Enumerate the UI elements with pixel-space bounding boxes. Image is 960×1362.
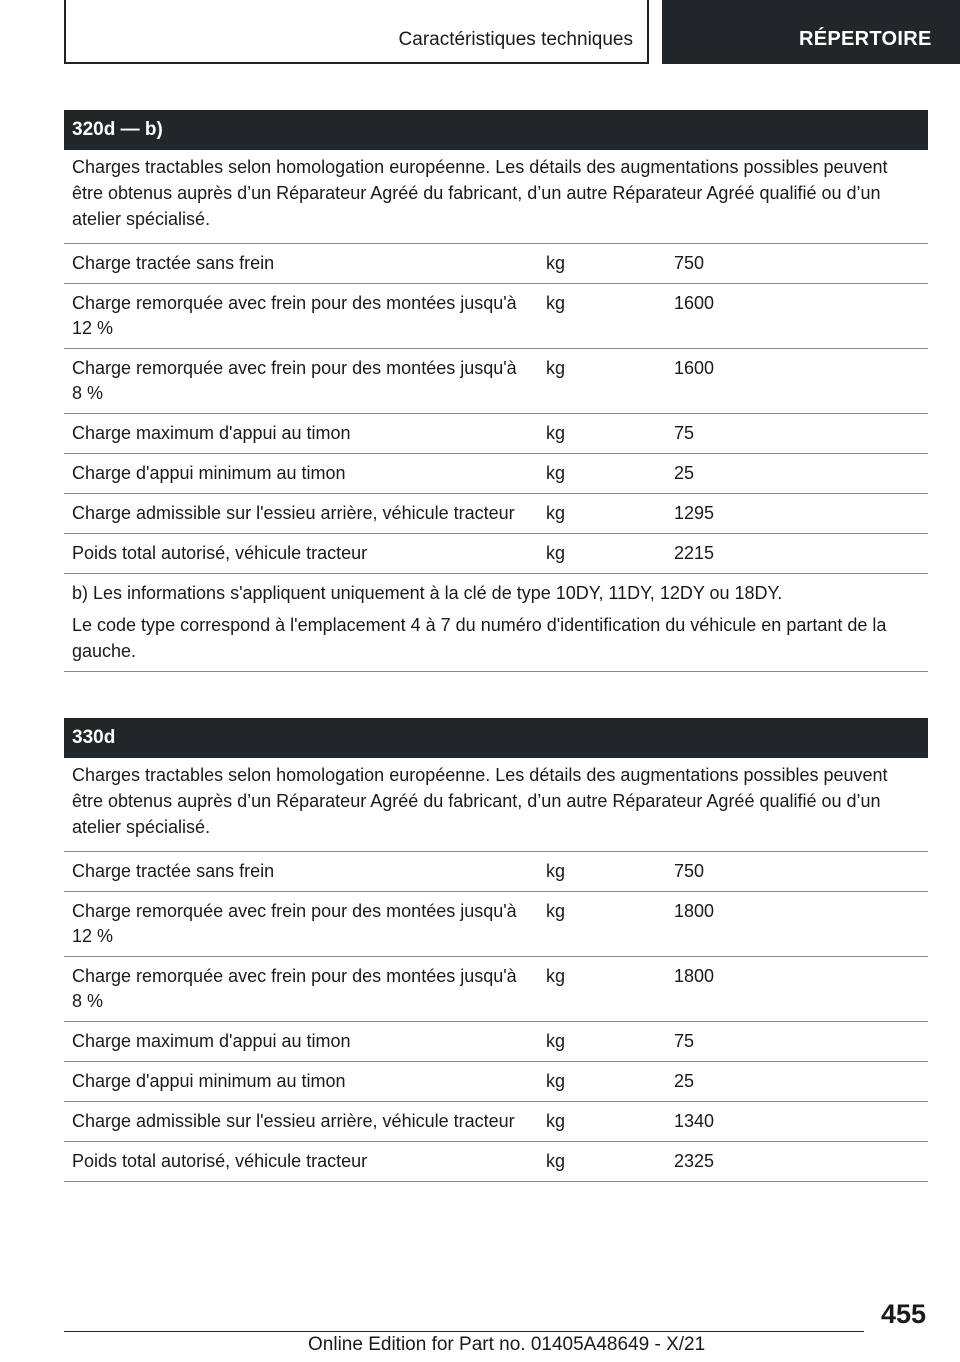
row-unit: kg xyxy=(546,901,566,921)
type-code-note: Le code type correspond à l'emplacement 4 à 7 du numéro d'identification du véhicule en partant de la gauche. xyxy=(72,615,887,661)
row-unit: kg xyxy=(546,861,566,881)
table-row xyxy=(64,1062,928,1102)
row-label: Charge maximum d'appui au timon xyxy=(72,1031,351,1051)
row-label: Charge d'appui minimum au timon xyxy=(72,1071,346,1091)
row-unit: kg xyxy=(546,293,566,313)
repertoire-tab-label: RÉPERTOIRE xyxy=(799,28,932,50)
chapter-header xyxy=(64,0,649,64)
table-row xyxy=(64,534,928,574)
row-label: Charge d'appui minimum au timon xyxy=(72,463,346,483)
page-number: 455 xyxy=(880,1299,926,1329)
table-row xyxy=(64,414,928,454)
row-value: 1340 xyxy=(674,1111,715,1131)
footnote-b: b) Les informations s'appliquent uniquement à la clé de type 10DY, 11DY, 12DY ou 18DY. xyxy=(72,583,783,603)
table-row xyxy=(64,1142,928,1182)
row-value: 750 xyxy=(674,861,705,881)
table-row xyxy=(64,244,928,284)
chapter-title: Caractéristiques techniques xyxy=(398,29,633,50)
row-unit: kg xyxy=(546,358,566,378)
section-title: 320d — b) xyxy=(64,110,928,150)
row-value: 2215 xyxy=(674,543,715,563)
row-value: 1295 xyxy=(674,503,715,523)
section-330d xyxy=(64,718,928,1182)
row-label: Charge remorquée avec frein pour des montées jusqu'à 12 % xyxy=(72,901,517,946)
row-label: Charge admissible sur l'essieu arrière, véhicule tracteur xyxy=(72,1111,515,1131)
row-value: 1600 xyxy=(674,293,715,313)
row-value: 2325 xyxy=(674,1151,715,1171)
row-label: Charge remorquée avec frein pour des montées jusqu'à 8 % xyxy=(72,966,517,1011)
row-value: 750 xyxy=(674,253,705,273)
table-row xyxy=(64,349,928,414)
row-value: 25 xyxy=(674,463,695,483)
row-value: 75 xyxy=(674,423,695,443)
row-label: Charge tractée sans frein xyxy=(72,861,275,881)
table-row xyxy=(64,454,928,494)
table-row xyxy=(64,1102,928,1142)
section-notes xyxy=(64,574,928,672)
section-intro: Charges tractables selon homologation européenne. Les détails des augmentations possibles peuvent être obtenus auprès d’un Réparateur Agréé du fabricant, d’un autre Réparateur Agréé qualifié ou d’un atelier spécialisé. xyxy=(64,150,928,244)
table-row xyxy=(64,494,928,534)
row-unit: kg xyxy=(546,1071,566,1091)
row-unit: kg xyxy=(546,503,566,523)
row-unit: kg xyxy=(546,463,566,483)
table-row xyxy=(64,1022,928,1062)
row-unit: kg xyxy=(546,253,566,273)
table-row xyxy=(64,852,928,892)
row-label: Poids total autorisé, véhicule tracteur xyxy=(72,1151,368,1171)
row-label: Charge tractée sans frein xyxy=(72,253,275,273)
row-label: Charge remorquée avec frein pour des montées jusqu'à 12 % xyxy=(72,293,517,338)
row-value: 1800 xyxy=(674,966,715,986)
section-title: 330d xyxy=(64,718,928,758)
row-value: 25 xyxy=(674,1071,695,1091)
row-unit: kg xyxy=(546,543,566,563)
table-row xyxy=(64,892,928,957)
row-value: 1600 xyxy=(674,358,715,378)
footer-divider xyxy=(64,1331,864,1332)
row-value: 75 xyxy=(674,1031,695,1051)
section-320d xyxy=(64,110,928,672)
row-unit: kg xyxy=(546,1031,566,1051)
row-unit: kg xyxy=(546,1111,566,1131)
table-row xyxy=(64,957,928,1022)
repertoire-tab[interactable] xyxy=(662,0,960,64)
table-row xyxy=(64,284,928,349)
row-unit: kg xyxy=(546,1151,566,1171)
row-label: Charge remorquée avec frein pour des montées jusqu'à 8 % xyxy=(72,358,517,403)
edition-footer: Online Edition for Part no. 01405A48649 - X/21 xyxy=(308,1334,706,1355)
row-label: Charge maximum d'appui au timon xyxy=(72,423,351,443)
row-label: Poids total autorisé, véhicule tracteur xyxy=(72,543,368,563)
row-unit: kg xyxy=(546,966,566,986)
row-label: Charge admissible sur l'essieu arrière, véhicule tracteur xyxy=(72,503,515,523)
section-intro: Charges tractables selon homologation européenne. Les détails des augmentations possibles peuvent être obtenus auprès d’un Réparateur Agréé du fabricant, d’un autre Réparateur Agréé qualifié ou d’un atelier spécialisé. xyxy=(64,758,928,852)
row-value: 1800 xyxy=(674,901,715,921)
row-unit: kg xyxy=(546,423,566,443)
